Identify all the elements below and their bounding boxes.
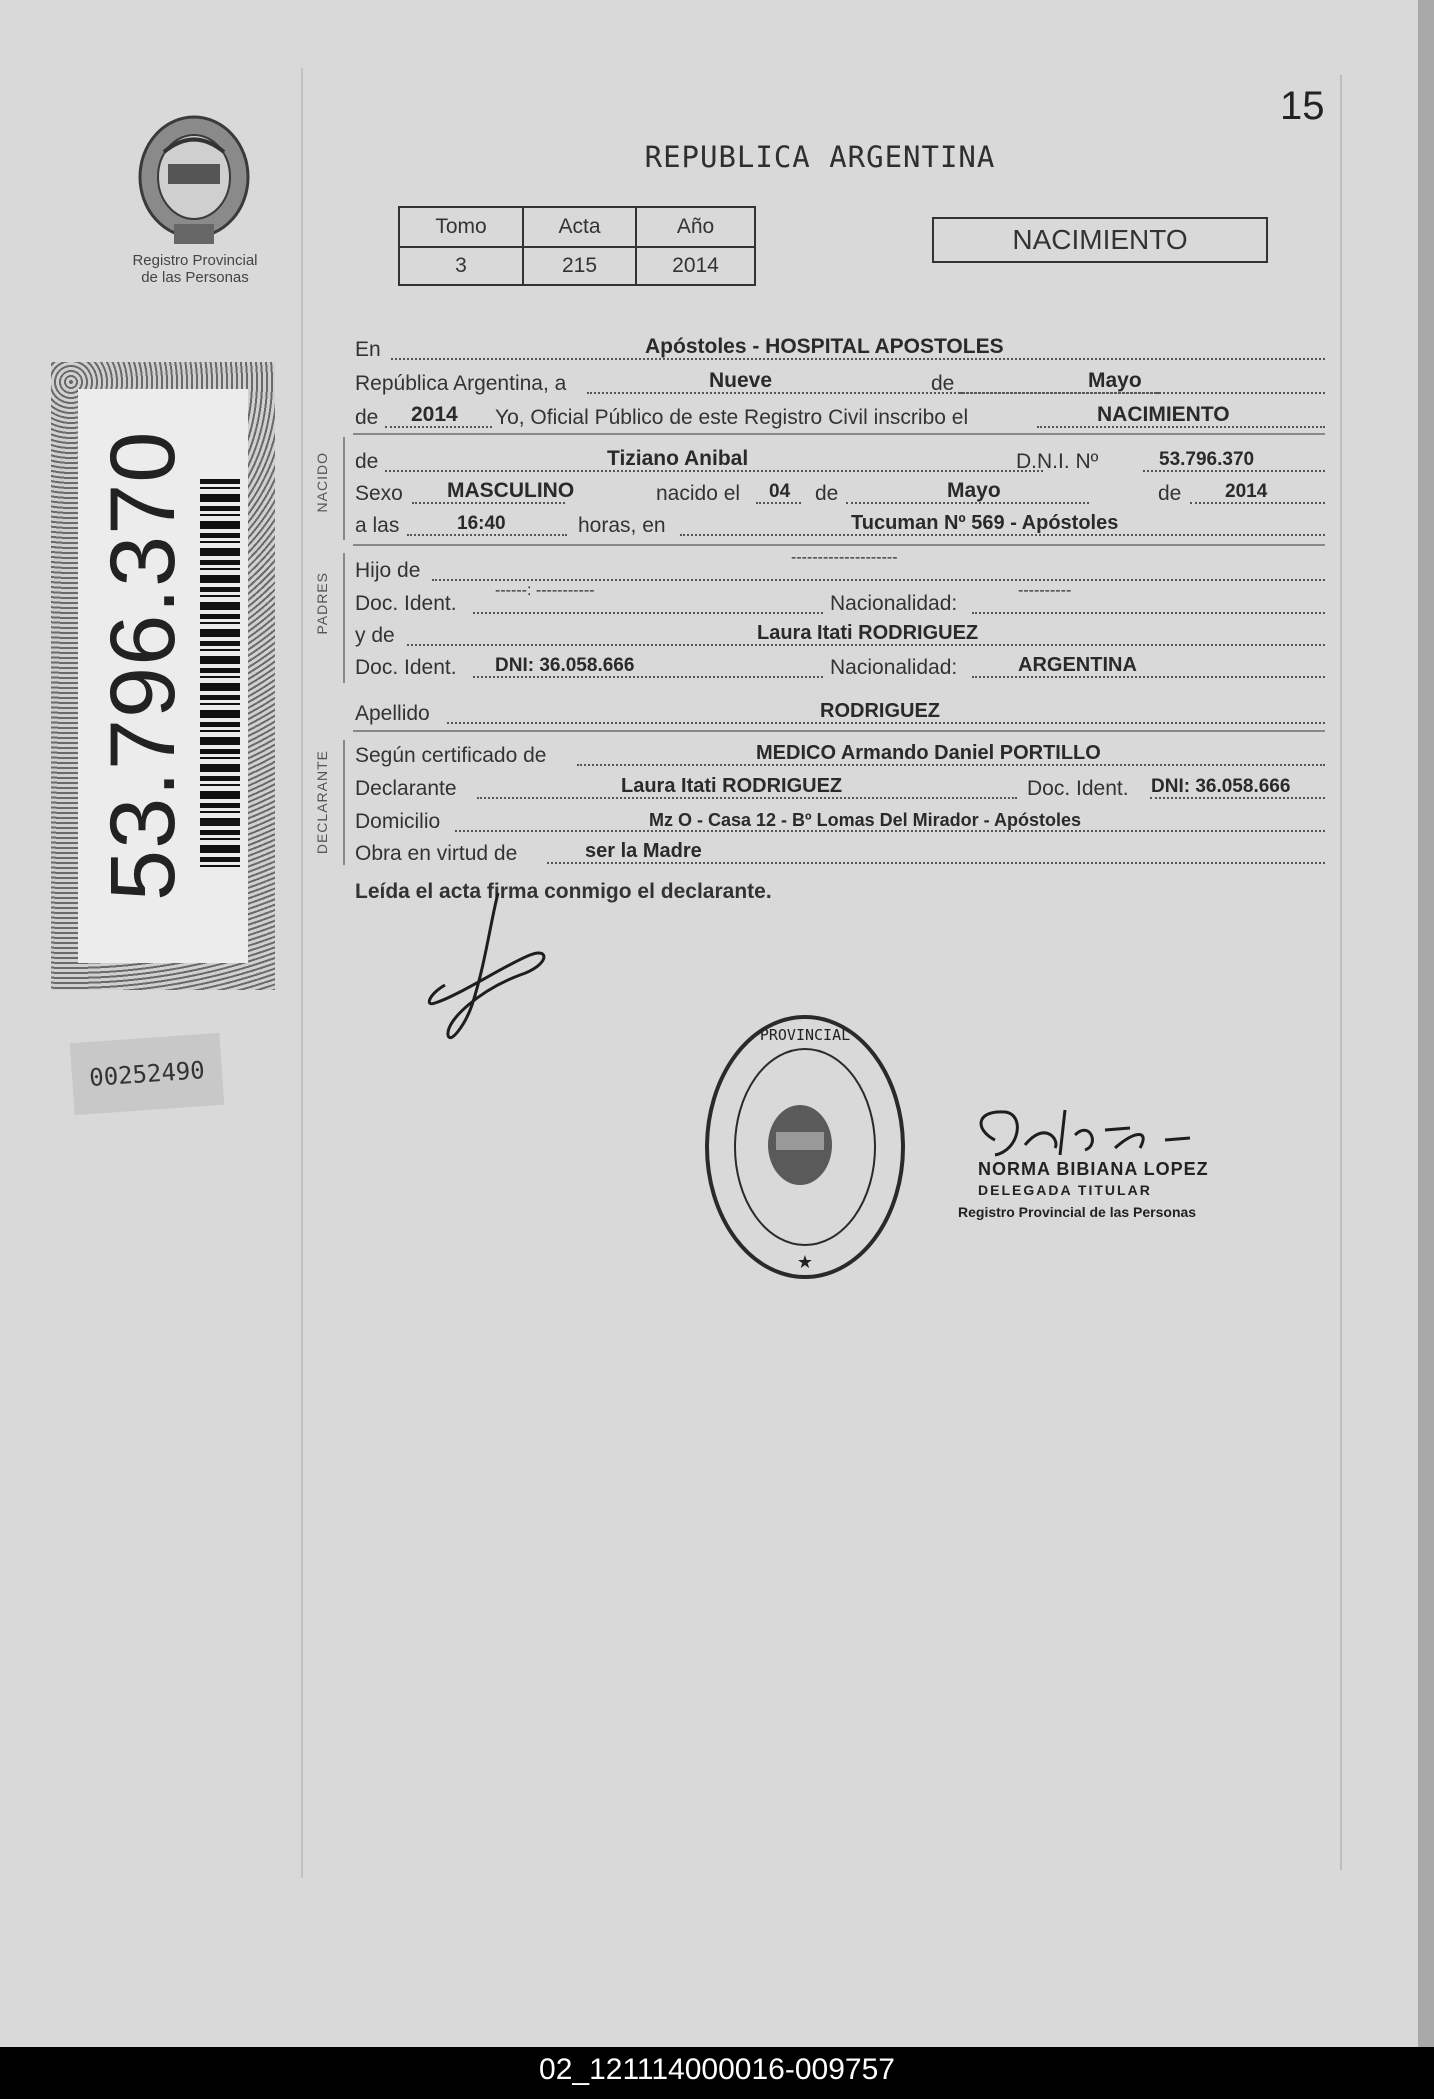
scan-id: 02_121114000016-009757 <box>539 2053 895 2086</box>
tomo-value: 3 <box>399 247 523 285</box>
child-name: Tiziano Anibal <box>607 447 749 470</box>
anio-value: 2014 <box>636 247 755 285</box>
closing-statement: Leída el acta firma conmigo el declarante. <box>355 880 772 903</box>
registry-caption-line2: de las Personas <box>141 269 249 286</box>
mother-nationality: ARGENTINA <box>1018 654 1137 676</box>
section-line-nacido <box>343 437 345 540</box>
birth-address: Tucuman Nº 569 - Apóstoles <box>851 512 1119 534</box>
section-separator <box>353 433 1325 435</box>
field-sexo <box>355 476 1325 508</box>
field-label: de <box>815 482 839 505</box>
registration-day: Nueve <box>709 369 773 392</box>
barcode-label-inner <box>78 389 248 963</box>
section-label-padres: PADRES <box>314 572 330 635</box>
birth-place: Apóstoles - HOSPITAL APOSTOLES <box>645 335 1004 358</box>
field-domicilio <box>355 804 1325 836</box>
field-label: Apellido <box>355 702 430 725</box>
birth-month: Mayo <box>947 479 1001 502</box>
misiones-seal-icon <box>136 112 252 247</box>
officer-name: NORMA BIBIANA LOPEZ <box>978 1159 1209 1179</box>
field-label: Nacionalidad: <box>830 656 958 679</box>
field-label: D.N.I. Nº <box>1016 450 1099 473</box>
field-label: de <box>355 406 379 429</box>
field-doc-mother <box>355 650 1325 682</box>
field-label: a las <box>355 514 400 537</box>
registration-year: 2014 <box>411 403 458 426</box>
field-label: de <box>931 372 955 395</box>
registry-caption <box>110 252 280 286</box>
field-y-de <box>355 618 1325 650</box>
declarant-relationship: ser la Madre <box>585 840 702 862</box>
child-sex: MASCULINO <box>447 479 575 502</box>
birth-time: 16:40 <box>457 513 506 534</box>
acta-header: Acta <box>523 207 636 247</box>
anio-header: Año <box>636 207 755 247</box>
field-a-las <box>355 508 1325 540</box>
acta-value: 215 <box>523 247 636 285</box>
section-line-padres <box>343 553 345 683</box>
dotted-line <box>473 612 823 614</box>
svg-text:PROVINCIAL: PROVINCIAL <box>759 1026 851 1044</box>
tomo-header: Tomo <box>399 207 523 247</box>
record-table <box>398 206 756 286</box>
father-nationality: ---------- <box>1018 582 1072 599</box>
section-label-nacido: NACIDO <box>314 452 330 513</box>
field-label: de <box>355 450 379 473</box>
field-de-name <box>355 444 1325 476</box>
registry-caption-line1: Registro Provincial <box>132 252 258 269</box>
field-label: Obra en virtud de <box>355 842 518 865</box>
birth-day: 04 <box>769 481 791 502</box>
margin-line <box>301 68 303 1878</box>
field-label: Doc. Ident. <box>1027 777 1129 800</box>
field-declarante <box>355 771 1325 803</box>
field-republica <box>355 366 1325 398</box>
field-label: nacido el <box>656 482 741 505</box>
control-number: 00252490 <box>70 1033 225 1115</box>
birth-year: 2014 <box>1225 481 1268 502</box>
barcode-label <box>51 362 275 990</box>
officer-organization: Registro Provincial de las Personas <box>958 1204 1197 1220</box>
dotted-line <box>432 579 1325 581</box>
field-label: Doc. Ident. <box>355 592 457 615</box>
barcode-bars-icon <box>200 479 240 869</box>
declarant-name: Laura Itati RODRIGUEZ <box>621 775 843 797</box>
field-label: En <box>355 338 381 361</box>
field-label: Doc. Ident. <box>355 656 457 679</box>
dotted-line <box>960 392 1325 394</box>
mother-name: Laura Itati RODRIGUEZ <box>757 622 979 644</box>
field-label: Domicilio <box>355 810 441 833</box>
field-label: Según certificado de <box>355 744 547 767</box>
field-label: Sexo <box>355 482 403 505</box>
section-line-declarante <box>343 740 345 865</box>
svg-text:★: ★ <box>796 1252 814 1272</box>
section-label-declarante: DECLARANTE <box>314 750 330 855</box>
officer-role: DELEGADA TITULAR <box>978 1182 1152 1198</box>
field-text: Yo, Oficial Público de este Registro Civil inscribo el <box>495 406 969 429</box>
record-type-box: NACIMIENTO <box>932 217 1268 263</box>
registry-stamp-icon <box>700 1010 910 1285</box>
field-segun <box>355 738 1325 770</box>
registration-type: NACIMIENTO <box>1097 403 1230 426</box>
father-name: -------------------- <box>791 549 898 566</box>
field-en <box>355 332 1325 364</box>
section-separator <box>353 544 1325 546</box>
field-de-year <box>355 400 1325 432</box>
registration-month: Mayo <box>1088 369 1142 392</box>
declarant-signature-icon <box>420 885 580 1050</box>
field-label: de <box>1158 482 1182 505</box>
section-separator <box>353 730 1325 732</box>
father-doc: ------: ----------- <box>495 582 595 599</box>
field-obra <box>355 836 1325 868</box>
field-apellido <box>355 696 1325 728</box>
dotted-line <box>972 612 1325 614</box>
page-number: 15 <box>1280 84 1325 128</box>
field-label: República Argentina, a <box>355 372 567 395</box>
field-label: Hijo de <box>355 559 421 582</box>
page-title: REPUBLICA ARGENTINA <box>644 140 996 174</box>
field-doc-father <box>355 582 1325 618</box>
mother-doc: DNI: 36.058.666 <box>495 655 635 676</box>
field-hijo-de <box>355 549 1325 585</box>
surname: RODRIGUEZ <box>820 700 940 722</box>
field-label: Declarante <box>355 777 457 800</box>
page-edge <box>1340 75 1342 1870</box>
declarant-doc: DNI: 36.058.666 <box>1151 776 1291 797</box>
child-dni: 53.796.370 <box>1159 449 1255 470</box>
declarant-address: Mz O - Casa 12 - Bº Lomas Del Mirador - Apóstoles <box>649 810 1081 830</box>
certificate-issuer: MEDICO Armando Daniel PORTILLO <box>756 742 1101 764</box>
field-label: Nacionalidad: <box>830 592 958 615</box>
barcode-number: 53.796.370 <box>92 430 194 902</box>
field-label: horas, en <box>578 514 666 537</box>
field-label: y de <box>355 624 395 647</box>
